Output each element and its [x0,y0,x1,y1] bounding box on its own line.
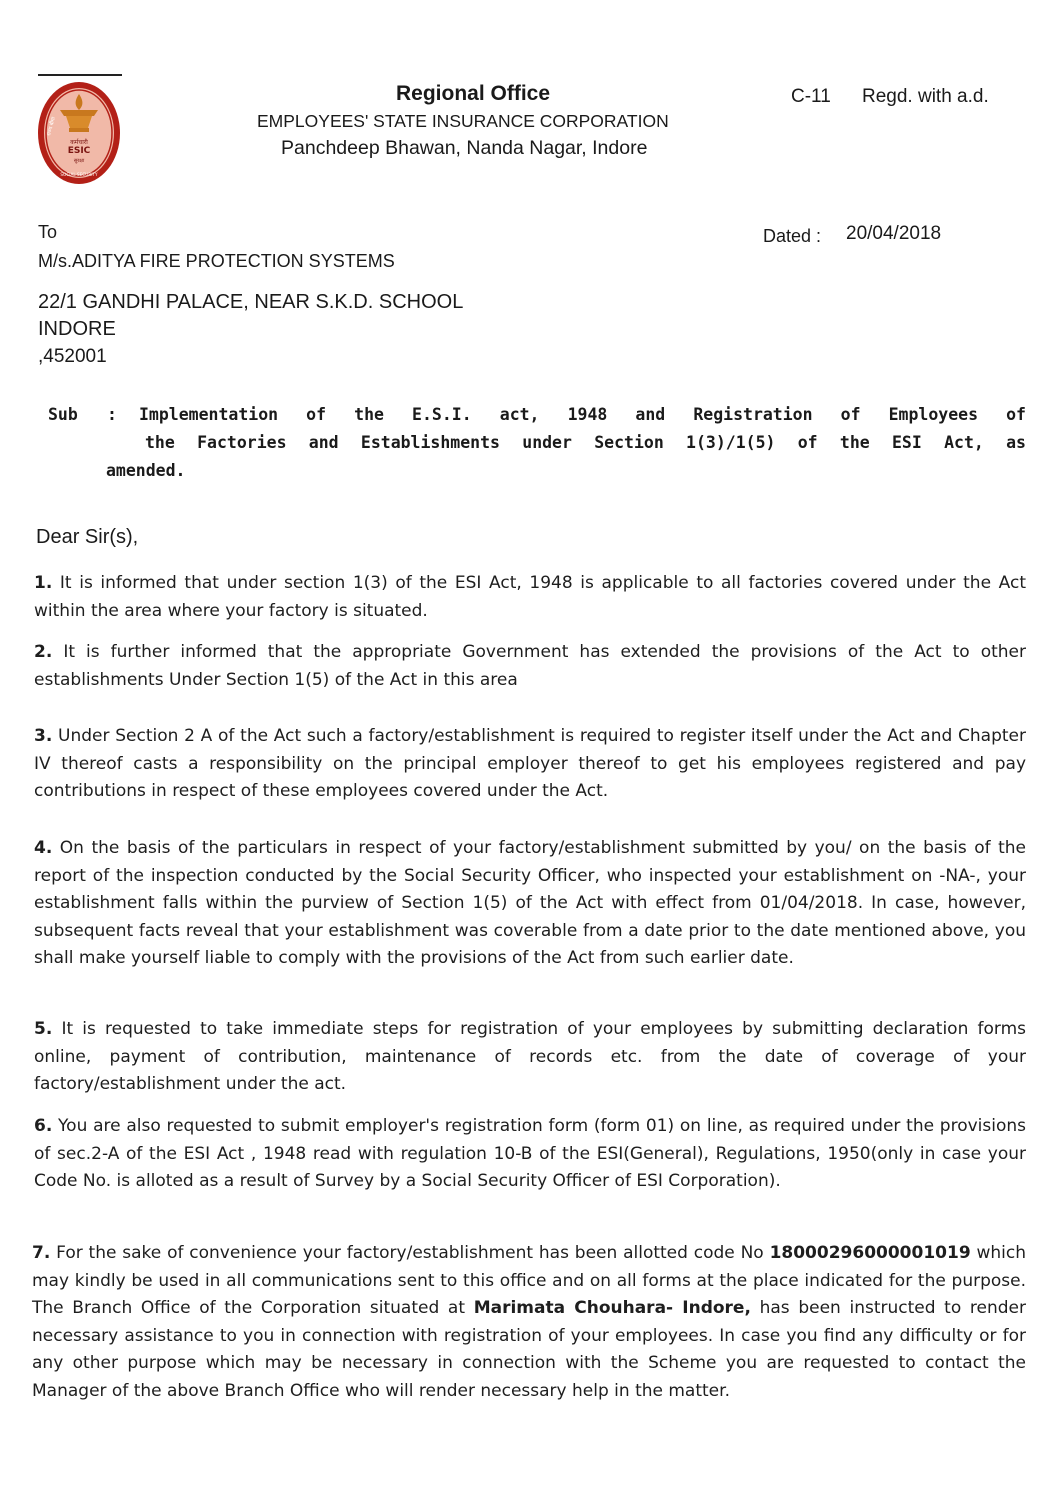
header-rule [38,74,122,76]
dated-value: 20/04/2018 [846,223,942,244]
subject-line-2: the Factories and Establishments under Section 1(3)/1(5) of the ESI Act, as [145,433,1026,452]
paragraph-text: has been instructed to render necessary assistance to you in connection with registration of your employees. In case you find any difficulty or for any other purpose which may be necessary in connection with the Scheme you are requested to contact the Manager of the above Branch Office who will render necessary help in the matter. [32,1298,1027,1401]
organization-name: EMPLOYEES' STATE INSURANCE CORPORATION [257,111,669,131]
logo-text-left: राज्य बीमा [46,116,57,137]
office-address: Panchdeep Bhawan, Nanda Nagar, Indore [281,137,648,159]
paragraph-text: You are also requested to submit employer's registration form (form 01) on line, as required under the provisions of sec.2-A of the ESI Act , 1948 read with regulation 10-B of the ESI(General), Regulations, 1950(only in case your Code No. is alloted as a result of Survey by a Social Security Officer of ESI Corporation). [34,1116,1027,1191]
paragraph-text: Under Section 2 A of the Act such a factory/establishment is required to register itself under the Act and Chapter IV thereof casts a responsibility on the principal employer thereof to get his employees registered and pay contributions in respect of these employees covered under the Act. [34,726,1026,801]
paragraph-number: 5. [34,1019,53,1039]
logo-text-top: कर्मचारी [70,139,88,146]
paragraph-6 [34,1113,1026,1196]
employer-code: 18000296000001019 [769,1243,971,1263]
paragraph-text: It is further informed that the appropriate Government has extended the provisions of the Act to other establishments Under Section 1(5) of the Act in this area [34,642,1026,690]
paragraph-number: 6. [34,1116,53,1136]
paragraph-text: It is informed that under section 1(3) of the ESI Act, 1948 is applicable to all factories covered under the Act within the area where your factory is situated. [34,573,1026,621]
address-line-2: INDORE [38,318,116,340]
address-line-1: 22/1 GANDHI PALACE, NEAR S.K.D. SCHOOL [38,291,464,313]
paragraph-number: 3. [34,726,53,746]
paragraph-4 [34,835,1026,973]
subject-label: Sub [48,405,78,424]
paragraph-1 [34,570,1026,625]
paragraph-text: On the basis of the particulars in respect of your factory/establishment submitted by you/ on the basis of the report of the inspection conducted by the Social Security Officer, who inspected your establishment on -NA-, your establishment falls within the purview of Section 1(5) of the Act with effect from 01/04/2018. In case, however, subsequent facts reveal that your establishment was coverable from a date prior to the date mentioned above, you shall make yourself liable to comply with the provisions of the Act from such earlier date. [34,838,1026,968]
paragraph-number: 7. [32,1243,51,1263]
esic-logo [36,80,122,186]
delivery-mode: Regd. with a.d. [862,86,989,107]
paragraph-number: 1. [34,573,53,593]
address-line-3: ,452001 [38,346,107,367]
dated-label: Dated : [763,226,822,246]
logo-text-center: ESIC [67,146,91,156]
logo-text-bottom: SOCIAL SECURITY [60,172,98,177]
logo-text-small: सुरक्षा [73,158,85,164]
addressee-name: M/s.ADITYA FIRE PROTECTION SYSTEMS [38,251,395,271]
paragraph-text: For the sake of convenience your factory/establishment has been allotted code No [56,1243,764,1263]
paragraph-3 [34,723,1026,806]
subject-colon: : [107,405,117,424]
office-title: Regional Office [396,82,551,105]
paragraph-number: 2. [34,642,53,662]
subject-line-1: Implementation of the E.S.I. act, 1948 and Registration of Employees of [139,405,1026,424]
paragraph-5 [34,1016,1026,1099]
branch-office-name: Marimata Chouhara- Indore, [473,1298,751,1318]
paragraph-7 [32,1240,1026,1405]
form-code: C-11 [791,86,831,107]
paragraph-2 [34,639,1026,694]
to-label: To [38,222,58,242]
paragraph-text: which may kindly be used in all communications sent to this office and on all forms at the place indicated for the purpose. The Branch Office of the Corporation situated at [32,1243,1027,1318]
salutation: Dear Sir(s), [36,526,139,548]
paragraph-text: It is requested to take immediate steps for registration of your employees by submitting declaration forms online, payment of contribution, maintenance of records etc. from the date of coverage of your factory/establishment under the act. [34,1019,1027,1094]
paragraph-number: 4. [34,838,53,858]
subject-line-3: amended. [106,461,186,480]
